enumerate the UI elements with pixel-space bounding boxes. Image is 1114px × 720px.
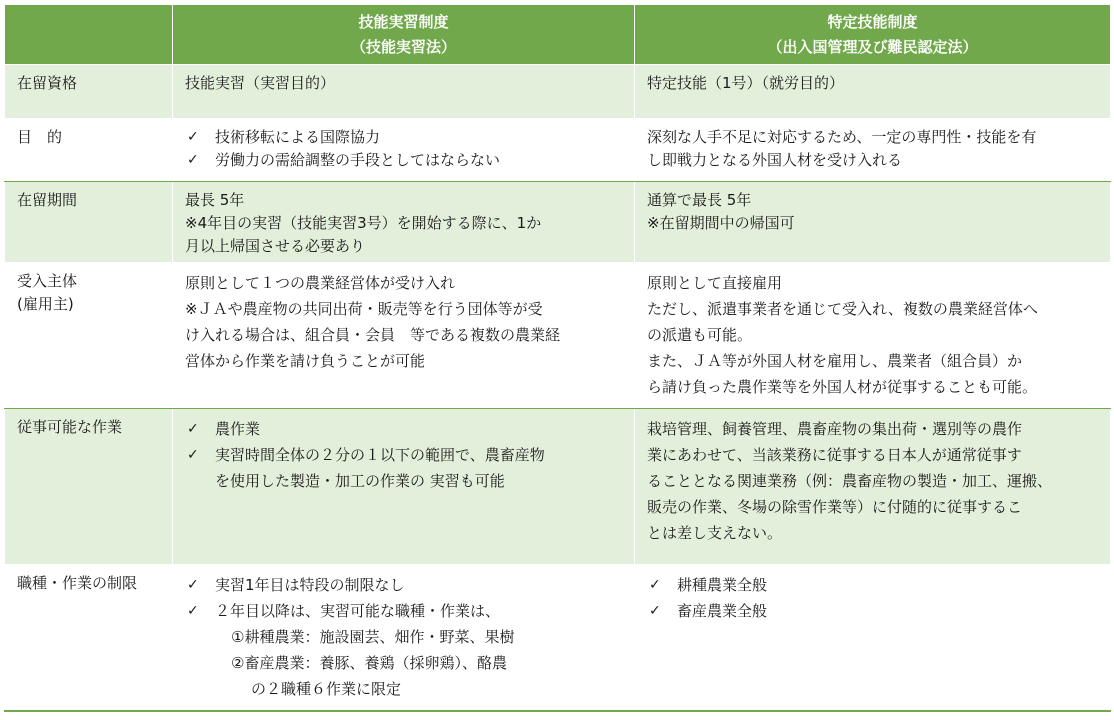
header-specified-skill-title: 特定技能制度 (827, 12, 918, 31)
cell-specified-skill (635, 565, 1111, 711)
header-specified-skill-law: （出入国管理及び難民認定法） (767, 37, 978, 56)
cell-text: し即戦力となる外国人材を受け入れる (647, 151, 903, 169)
row-permitted-work (5, 409, 1111, 565)
header-blank-cell (5, 5, 173, 65)
cell-text: 月以上帰国させる必要あり (185, 237, 366, 255)
cell-text: ることとなる関連業務（例：農畜産物の製造・加工、運搬、 (647, 472, 1053, 490)
cell-text: 技能実習（実習目的） (185, 74, 336, 92)
comparison-table (4, 4, 1111, 712)
header-technical-intern-title: 技能実習制度 (358, 12, 449, 31)
cell-text: ※ＪＡや農産物の共同出荷・販売等を行う団体等が受 (185, 300, 543, 318)
row-label: 在留資格 (5, 65, 173, 119)
cell-specified-skill (635, 182, 1111, 263)
check-item: ✓ 農作業 (185, 416, 624, 442)
check-item: ✓ 労働力の需給調整の手段としてはならない (185, 149, 624, 172)
cell-text: 通算で最長 5年 (647, 191, 752, 209)
cell-text: け入れる場合は、組合員・会員 等である複数の農業経 (185, 326, 561, 344)
cell-technical-intern (173, 565, 635, 711)
sub-item: ①耕種農業：施設園芸、畑作・野菜、果樹 (231, 628, 515, 646)
check-item: ✓ 技術移転による国際協力 (185, 126, 624, 149)
cell-technical-intern (173, 119, 635, 182)
row-residence-status (5, 65, 1111, 119)
check-item: ✓ ２年目以降は、実習可能な職種・作業は、 (185, 598, 624, 624)
cell-technical-intern (173, 263, 635, 409)
cell-text: の派遣も可能。 (647, 326, 753, 344)
cell-text: ※在留期間中の帰国可 (647, 214, 795, 232)
cell-technical-intern (173, 409, 635, 565)
row-label: 職種・作業の制限 (5, 565, 173, 711)
cell-text: 原則として直接雇用 (647, 274, 783, 292)
header-technical-intern (173, 5, 635, 65)
cell-text: 栽培管理、飼養管理、農畜産物の集出荷・選別等の農作 (647, 420, 1023, 438)
row-label: 従事可能な作業 (5, 409, 173, 565)
header-specified-skill (635, 5, 1111, 65)
cell-specified-skill (635, 65, 1111, 119)
row-label: 在留期間 (5, 182, 173, 263)
row-label-line: 受入主体 (17, 272, 78, 290)
row-purpose (5, 119, 1111, 182)
cell-specified-skill (635, 263, 1111, 409)
sub-item-tail: の２職種６作業に限定 (251, 680, 402, 698)
cell-specified-skill (635, 409, 1111, 565)
check-item-continuation: を使用した製造・加工の作業の 実習も可能 (215, 472, 505, 490)
row-job-restrictions (5, 565, 1111, 711)
check-item: ✓ 実習1年目は特段の制限なし (185, 572, 624, 598)
cell-text: ら請け負った農作業等を外国人材が従事することも可能。 (647, 378, 1038, 396)
header-row (5, 5, 1111, 65)
row-label-line: (雇用主) (17, 295, 74, 313)
check-item: ✓ 耕種農業全般 (647, 572, 1100, 598)
row-host-entity (5, 263, 1111, 409)
cell-text: 販売の作業、冬場の除雪作業等）に付随的に従事するこ (647, 498, 1023, 516)
cell-text: ただし、派遣事業者を通じて受入れ、複数の農業経営体へ (647, 300, 1038, 318)
sub-item: ②畜産農業：養豚、養鶏（採卵鶏）、酪農 (231, 654, 507, 672)
cell-text: とは差し支えない。 (647, 524, 783, 542)
cell-text: 深刻な人手不足に対応するため、一定の専門性・技能を有 (647, 128, 1037, 146)
row-stay-period (5, 182, 1111, 263)
cell-text: また、ＪＡ等が外国人材を雇用し、農業者（組合員）か (647, 352, 1023, 370)
cell-technical-intern (173, 182, 635, 263)
cell-text: 最長 5年 (185, 191, 245, 209)
cell-text: 営体から作業を請け負うことが可能 (185, 352, 426, 370)
cell-technical-intern (173, 65, 635, 119)
row-label (5, 263, 173, 409)
cell-text: ※4年目の実習（技能実習3号）を開始する際に、1か (185, 214, 542, 232)
header-technical-intern-law: （技能実習法） (350, 37, 456, 56)
cell-text: 原則として１つの農業経営体が受け入れ (185, 274, 456, 292)
cell-specified-skill (635, 119, 1111, 182)
check-item: ✓ 畜産農業全般 (647, 598, 1100, 624)
cell-text: 特定技能（1号）（就労目的） (647, 74, 845, 92)
row-label: 目 的 (5, 119, 173, 182)
cell-text: 業にあわせて、当該業務に従事する日本人が通常従事す (647, 446, 1022, 464)
check-item: ✓ 実習時間全体の２分の１以下の範囲で、農畜産物 (185, 442, 624, 468)
